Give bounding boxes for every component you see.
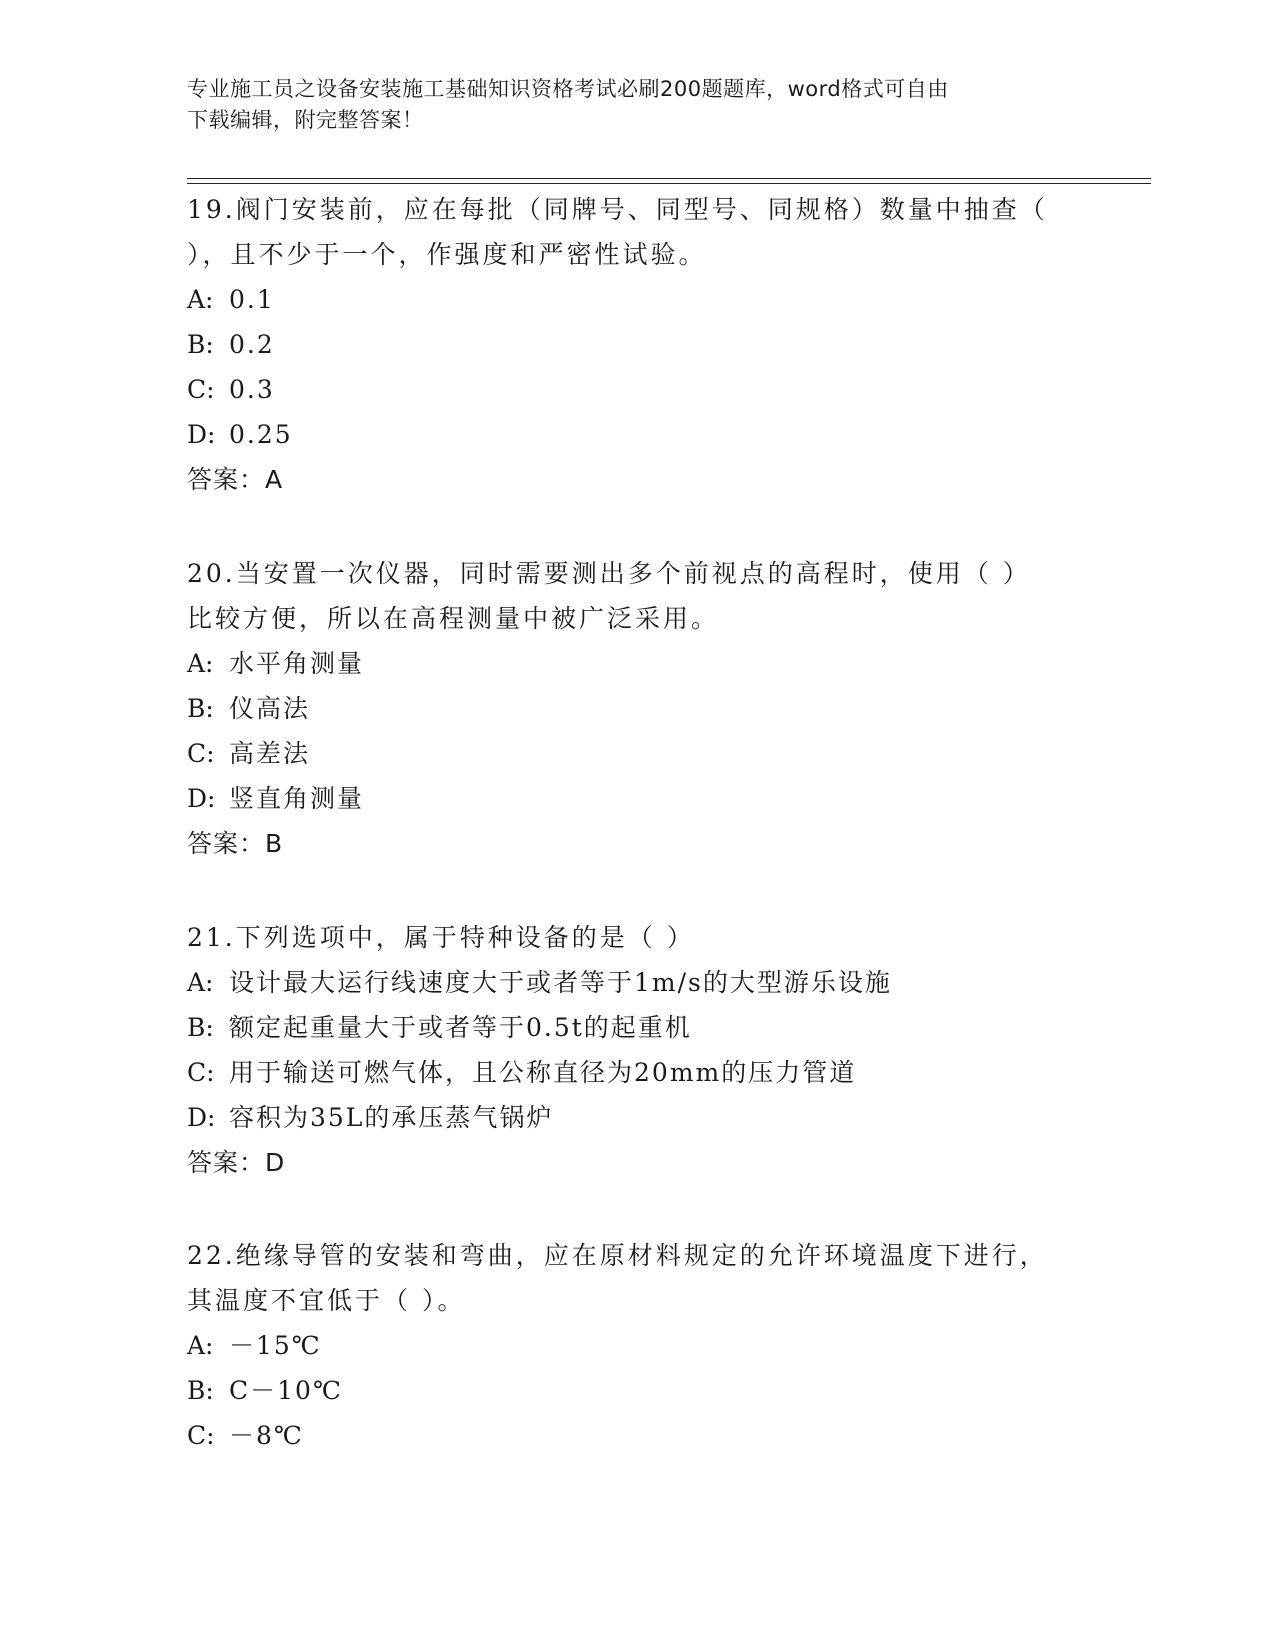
question-stem-line-2: ），且不少于一个，作强度和严密性试验。 — [187, 240, 707, 269]
question-stem-line-1: 22.绝缘导管的安装和弯曲，应在原材料规定的允许环境温度下进行， — [187, 1241, 1048, 1270]
option-text: C－10℃ — [229, 1376, 343, 1405]
question-stem-line-2: 比较方便，所以在高程测量中被广泛采用。 — [187, 604, 720, 633]
question-stem-line-1: 21.下列选项中，属于特种设备的是（ ） — [187, 923, 695, 952]
option-key: A: — [187, 1331, 214, 1360]
option-a — [187, 1323, 1077, 1368]
question-20 — [187, 551, 1077, 866]
option-text: 竖直角测量 — [229, 784, 365, 813]
option-key: C: — [187, 739, 215, 768]
option-b — [187, 1005, 1077, 1050]
option-key: D: — [187, 784, 216, 813]
question-21 — [187, 915, 1077, 1185]
answer-label: 答案：A — [187, 465, 284, 494]
option-b — [187, 1368, 1077, 1413]
option-key: A: — [187, 285, 214, 314]
question-stem-line-1: 20.当安置一次仪器，同时需要测出多个前视点的高程时，使用（ ） — [187, 559, 1031, 588]
option-key: B: — [187, 1013, 214, 1042]
option-text: －8℃ — [229, 1421, 304, 1450]
header-divider-top — [187, 178, 1151, 179]
option-c — [187, 1413, 1077, 1458]
question-stem-line-1: 19.阀门安装前，应在每批（同牌号、同型号、同规格）数量中抽查（ — [187, 195, 1048, 224]
question-22 — [187, 1233, 1077, 1458]
option-key: C: — [187, 375, 215, 404]
option-text: 0.3 — [229, 375, 275, 404]
option-text: 仪高法 — [229, 694, 311, 723]
option-key: B: — [187, 1376, 214, 1405]
document-header — [187, 74, 1087, 136]
option-c — [187, 367, 1077, 412]
option-text: 0.1 — [229, 285, 275, 314]
option-text: 额定起重量大于或者等于0.5t的起重机 — [229, 1013, 692, 1042]
option-text: 0.25 — [229, 420, 293, 449]
option-d — [187, 1095, 1077, 1140]
option-a — [187, 277, 1077, 322]
option-b — [187, 686, 1077, 731]
option-a — [187, 960, 1077, 1005]
option-key: C: — [187, 1058, 215, 1087]
question-stem-line-2: 其温度不宜低于（ ）。 — [187, 1286, 466, 1315]
question-19 — [187, 187, 1077, 502]
option-text: 容积为35L的承压蒸气锅炉 — [229, 1103, 554, 1132]
option-c — [187, 731, 1077, 776]
option-text: 用于输送可燃气体，且公称直径为20mm的压力管道 — [229, 1058, 857, 1087]
option-text: 0.2 — [229, 330, 275, 359]
option-key: B: — [187, 694, 214, 723]
option-key: D: — [187, 1103, 216, 1132]
option-d — [187, 776, 1077, 821]
answer-label: 答案：B — [187, 829, 284, 858]
header-title-line-2: 下载编辑，附完整答案！ — [187, 108, 424, 132]
option-text: 高差法 — [229, 739, 311, 768]
option-b — [187, 322, 1077, 367]
option-key: A: — [187, 649, 214, 678]
option-key: D: — [187, 420, 216, 449]
header-divider-bottom — [187, 183, 1151, 184]
option-key: B: — [187, 330, 214, 359]
header-title-line-1: 专业施工员之设备安装施工基础知识资格考试必刷200题题库，word格式可自由 — [187, 77, 949, 101]
option-text: 水平角测量 — [229, 649, 365, 678]
option-text: 设计最大运行线速度大于或者等于1m/s的大型游乐设施 — [229, 968, 892, 997]
option-c — [187, 1050, 1077, 1095]
option-d — [187, 412, 1077, 457]
option-text: －15℃ — [229, 1331, 322, 1360]
option-key: A: — [187, 968, 214, 997]
option-key: C: — [187, 1421, 215, 1450]
answer-label: 答案：D — [187, 1148, 286, 1177]
option-a — [187, 641, 1077, 686]
